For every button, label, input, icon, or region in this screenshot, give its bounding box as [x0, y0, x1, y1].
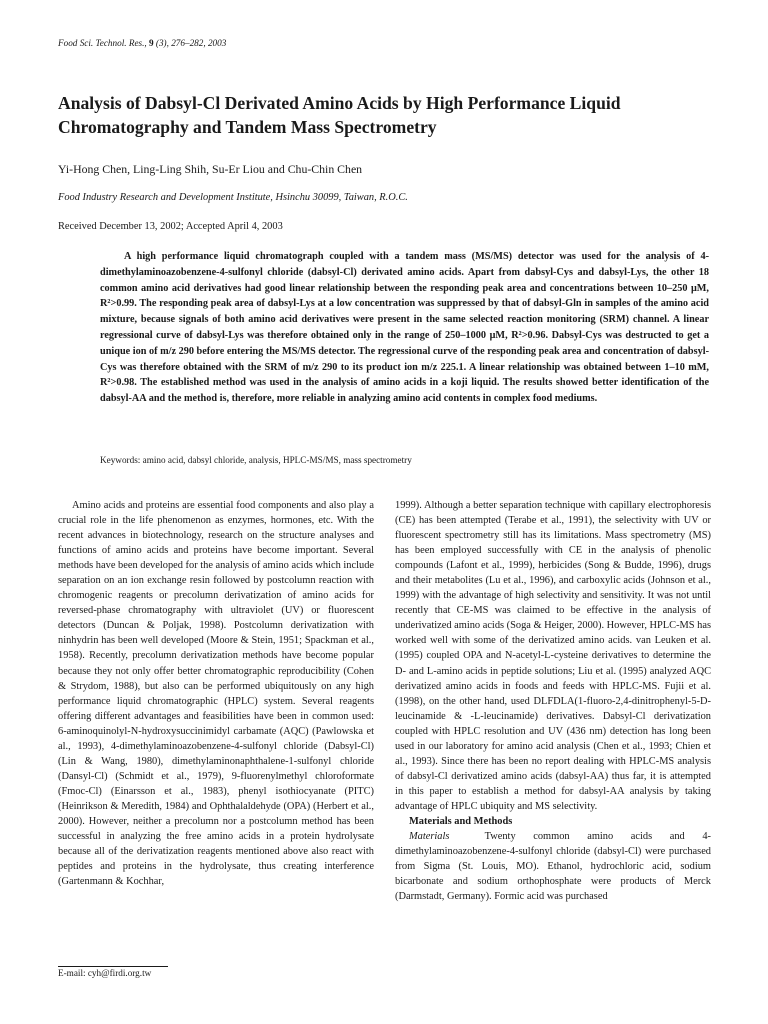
author-list: Yi-Hong Chen, Ling-Ling Shih, Su-Er Liou and Chu-Chin Chen — [58, 162, 363, 176]
keywords: Keywords: amino acid, dabsyl chloride, analysis, HPLC-MS/MS, mass spectrometry — [100, 455, 412, 465]
materials-paragraph — [395, 829, 711, 904]
paper-title: Analysis of Dabsyl-Cl Derivated Amino Acids by High Performance Liquid Chromatography and Tandem Mass Spectrometry — [58, 93, 621, 137]
materials-label: Materials — [409, 831, 450, 843]
affiliation: Food Industry Research and Development Institute, Hsinchu 30099, Taiwan, R.O.C. — [58, 192, 408, 203]
abstract: A high performance liquid chromatograph coupled with a tandem mass (MS/MS) detector was used for the analysis of 4-dimethylaminoazobenzene-4-sulfonyl chloride (dabsyl-Cl) derivated amino acids. Apart from dabsyl-Cys and dabsyl-Lys, the other 18 common amino acid derivatives had good linear relationship between the responding peak area and concentrations between 10–250 μM, R²>0.99. The responding peak area of dabsyl-Lys at a low concentration was suppressed by that of dabsyl-Gln in samples of the amino acid mixture, because signals of both amino acid derivatives were present in the same selected reaction monitoring (SRM) channel. A linear regressional curve of dabsyl-Lys was therefore obtained only in the range of 250–1000 μM, R²>0.96. Dabsyl-Cys was destructed to get a unique ion of m/z 290 before entering the MS/MS detector. The regressional curve of the responding peak area and concentration of dabsyl-Cys was therefore obtained with the SRM of m/z 290 to its product ion m/z 225.1. A linear relationship was obtained between 1–10 mM, R²>0.98. The established method was used in the analysis of amino acids in a koji liquid. The results showed better identification of the dabsyl-AA and the method is, therefore, more reliable in analyzing amino acid contents in complex food mediums. — [100, 251, 709, 405]
corresponding-email: E-mail: cyh@firdi.org.tw — [58, 968, 152, 978]
section-heading: Materials and Methods — [409, 815, 513, 827]
intro-continuation: 1999). Although a better separation technique with capillary electrophoresis (CE) has been attempted (Terabe et al., 1991), the selectivity with UV or fluorescent spectrometry still has its limitations. Mass spectrometry (MS) has been employed successfully with CE in the analysis of phenolic compounds (Lafont et al., 1999), herbicides (Song & Budde, 1996), drugs and their metabolites (Lu et al., 1996), and carboxylic acids (Johnson et al., 1999) with the advantage of high selectivity and sensitivity. It was not until recently that CE-MS was claimed to be effective in the analysis of underivatized amino acids (Soga & Heiger, 2000). However, HPLC-MS has worked well with some of the derivatized amino acids. van Leuken et al. (1995) coupled OPA and N-acetyl-L-cysteine derivatives to determine the D- and L-amino acids in peptide solutions; Liu et al. (1995) analyzed AQC derivatized amino acids in foods and feeds with HPLC-MS. Fujii et al. (1998), on the other hand, used DLFDLA(1-fluoro-2,4-dinitrophenyl-5-D-leucinamide & -L-leucinamide) derivatives. Dabsyl-Cl derivatization coupled with HPLC resolution and UV (436 nm) detection has long been used in our laboratory for amino acid analysis (Chen et al., 1993; Chien et al., 1993). Since there has been no report dealing with HPLC-MS analysis of dabsyl-Cl derivatized amino acids (dabsyl-AA) thus far, it is attempted in this paper to establish a method for dabsyl-AA analysis by taking advantage of HPLC ubiquity and MS selectivity. — [395, 500, 712, 812]
body-column-left — [58, 498, 374, 889]
intro-paragraph: Amino acids and proteins are essential food components and also play a crucial role in the life phenomenon as enzymes, hormones, etc. With the recent advances in biotechnology, research on the structure analyses and functions of amino acids and proteins have become important. Several methods have been developed for the analysis of amino acids which include separation on an ion exchange resin followed by postcolumn reaction with chromogenic reagents or precolumn derivatization of amino acids for reversed-phase chromatography with ultraviolet (UV) or fluorescent detectors (Duncan & Poljak, 1998). Postcolumn derivatization with ninhydrin has been well developed (Moore & Stein, 1951; Spackman et al., 1958). Recently, precolumn derivatization methods have become popular because they not only offer better chromatographic reproducibility (Cohen & Strydom, 1988), but also can be performed ubiquitously on any high performance liquid chromatographic (HPLC) system. Several reagents offering different advantages and feasibilities have been in common used: 6-aminoquinolyl-N-hydroxysuccinimidyl carbamate (AQC) (Pawlowska et al., 1993), 4-dimethylaminoazobenzene-4-sulfonyl chloride (Dabsyl-Cl) (Lin & Wang, 1980), dimethylaminonaphthalene-1-sulfonyl chloride (Dansyl-Cl) (Schmidt et al., 1979), 9-fluorenylmethyl chloroformate (Fmoc-Cl) (Einarsson et al., 1983), phenyl isothiocyanate (PITC) (Heinrikson & Meredith, 1984) and Ophthalaldehyde (OPA) (Herbert et al., 2000). However, neither a precolumn nor a postcolumn method has been successful in analyzing the free amino acids in a protein hydrolysate because all of the derivatization reagents mentioned above also react with peptides and proteins in the hydrolysate, thus creating interference (Gartenmann & Kochhar, — [58, 500, 374, 888]
journal-citation: Food Sci. Technol. Res., 9 (3), 276–282, 2003 — [58, 38, 227, 48]
materials-text: Twenty common amino acids and 4-dimethylaminoazobenzene-4-sulfonyl chloride (dabsyl-Cl) were purchased from Sigma (St. Louis, MO). Ethanol, hydrochloric acid, sodium bicarbonate and sodium orthophosphate were products of Merck (Darmstadt, Germany). Formic acid was purchased — [395, 831, 712, 903]
received-dates: Received December 13, 2002; Accepted April 4, 2003 — [58, 221, 283, 232]
body-column-right — [395, 498, 711, 904]
footnote-rule — [58, 966, 168, 967]
